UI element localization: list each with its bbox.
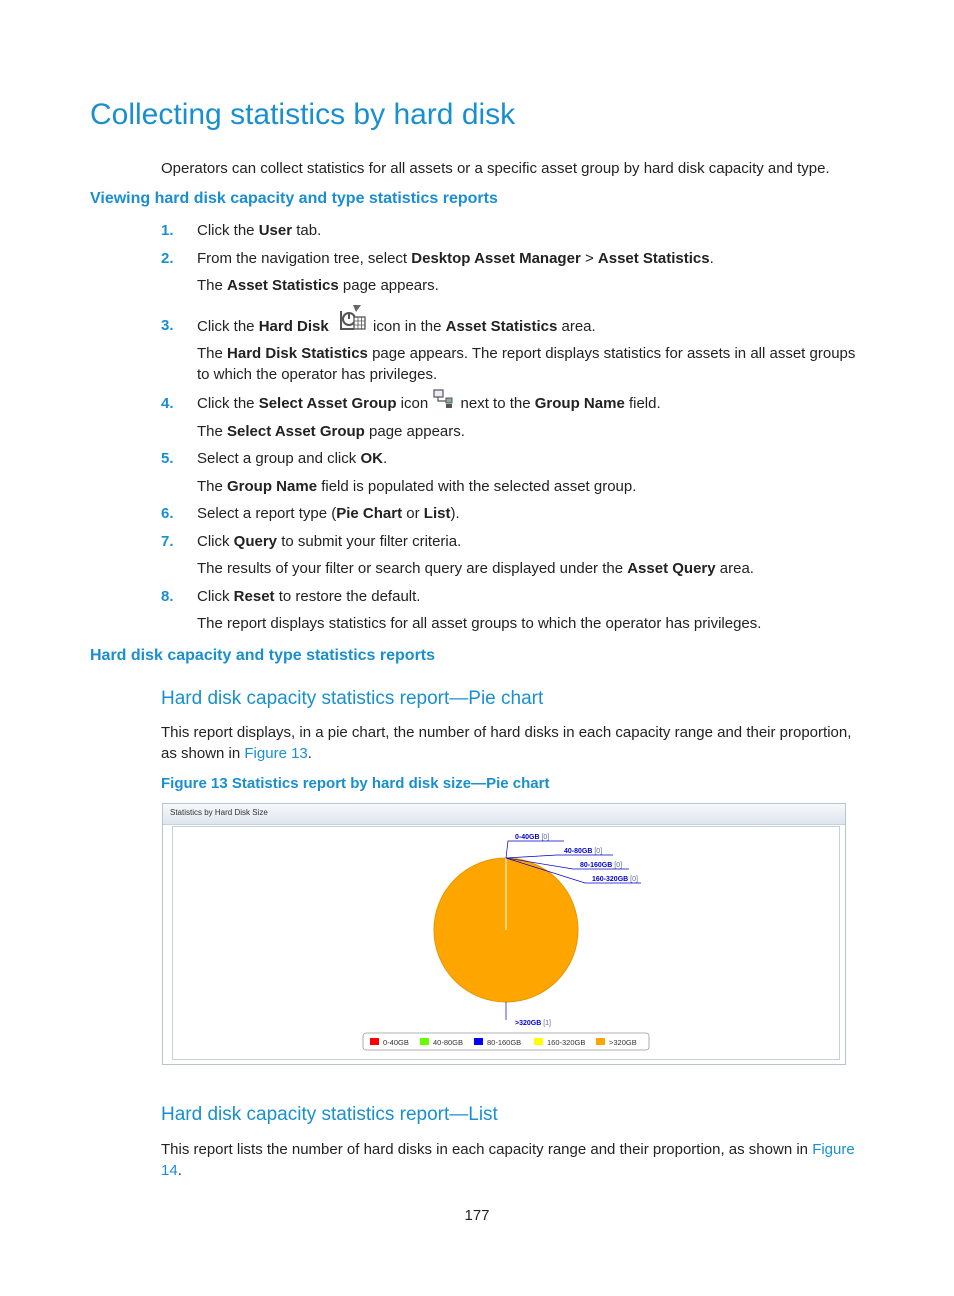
step-5: Select a group and click OK. (197, 450, 388, 467)
legend-swatch-2 (474, 1038, 483, 1045)
legend-label-3: 160-320GB (547, 1038, 586, 1047)
slice-label-4: >320GB [1] (515, 1020, 552, 1027)
legend-swatch-1 (420, 1038, 429, 1045)
step-4-result: The Select Asset Group page appears. (197, 423, 465, 440)
chart-panel (172, 826, 840, 1060)
figure-caption: Figure 13 Statistics report by hard disk size—Pie chart (161, 775, 550, 792)
step-number: 6. (161, 505, 174, 522)
step-7-result: The results of your filter or search query are displayed under the Asset Query area. (197, 560, 754, 577)
hard-disk-icon (337, 303, 367, 337)
step-number: 3. (161, 317, 174, 334)
slice-label-1: 40-80GB [0] (564, 848, 603, 855)
step-3-result: The Hard Disk Statistics page appears. The report displays statistics for assets in all asset groups to which the operator has privileges. (197, 345, 856, 383)
step-number: 5. (161, 450, 174, 467)
legend-label-2: 80-160GB (487, 1038, 522, 1047)
step-4: Click the Select Asset Group icon next to the Group Name field. (197, 395, 661, 413)
select-asset-group-icon (433, 389, 455, 413)
step-8: Click Reset to restore the default. (197, 588, 421, 605)
step-8-result: The report displays statistics for all asset groups to which the operator has privileges. (197, 615, 762, 632)
step-number: 1. (161, 222, 174, 239)
figure-14-link[interactable]: Figure 14 (161, 1141, 855, 1179)
section2-heading: Hard disk capacity and type statistics reports (90, 647, 436, 664)
slice-label-0: 0-40GB [0] (515, 834, 550, 841)
slice-label-3: 160-320GB [0] (592, 876, 638, 883)
legend-swatch-3 (534, 1038, 543, 1045)
step-number: 2. (161, 250, 174, 267)
slice-label-2: 80-160GB [0] (580, 862, 623, 869)
step-5-result: The Group Name field is populated with the selected asset group. (197, 478, 637, 495)
legend-swatch-4 (596, 1038, 605, 1045)
page-number: 177 (464, 1207, 490, 1224)
list-subheading: Hard disk capacity statistics report—List (161, 1104, 498, 1125)
step-2: From the navigation tree, select Desktop Asset Manager > Asset Statistics. (197, 250, 714, 267)
legend-label-1: 40-80GB (433, 1038, 464, 1047)
legend-label-0: 0-40GB (383, 1038, 409, 1047)
figure-header (163, 804, 845, 825)
step-1: Click the User tab. (197, 222, 322, 239)
page-title: Collecting statistics by hard disk (90, 98, 516, 131)
chart-title: Statistics by Hard Disk Size (170, 808, 268, 817)
step-2-result: The Asset Statistics page appears. (197, 277, 439, 294)
pie-chart-figure (162, 803, 846, 1065)
intro-text: Operators can collect statistics for all assets or a specific asset group by hard disk capacity and type. (161, 160, 830, 177)
leader-line-1 (506, 855, 613, 858)
step-3: Click the Hard Disk icon in the Asset Statistics area. (197, 317, 596, 337)
step-7: Click Query to submit your filter criteria. (197, 533, 462, 550)
legend-swatch-0 (370, 1038, 379, 1045)
step-number: 4. (161, 395, 174, 412)
list-description: This report lists the number of hard disks in each capacity range and their proportion, as shown in Figure 14. (161, 1141, 855, 1179)
pie-chart-description: This report displays, in a pie chart, the number of hard disks in each capacity range and their proportion, as shown in Figure 13. (161, 724, 852, 762)
section1-heading: Viewing hard disk capacity and type statistics reports (90, 190, 498, 207)
step-number: 8. (161, 588, 174, 605)
figure-13-link[interactable]: Figure 13 (244, 745, 308, 762)
legend-label-4: >320GB (609, 1038, 637, 1047)
pie-chart-svg (173, 827, 839, 1059)
step-6: Select a report type (Pie Chart or List). (197, 505, 460, 522)
step-number: 7. (161, 533, 174, 550)
pie-chart-subheading: Hard disk capacity statistics report—Pie chart (161, 688, 544, 709)
